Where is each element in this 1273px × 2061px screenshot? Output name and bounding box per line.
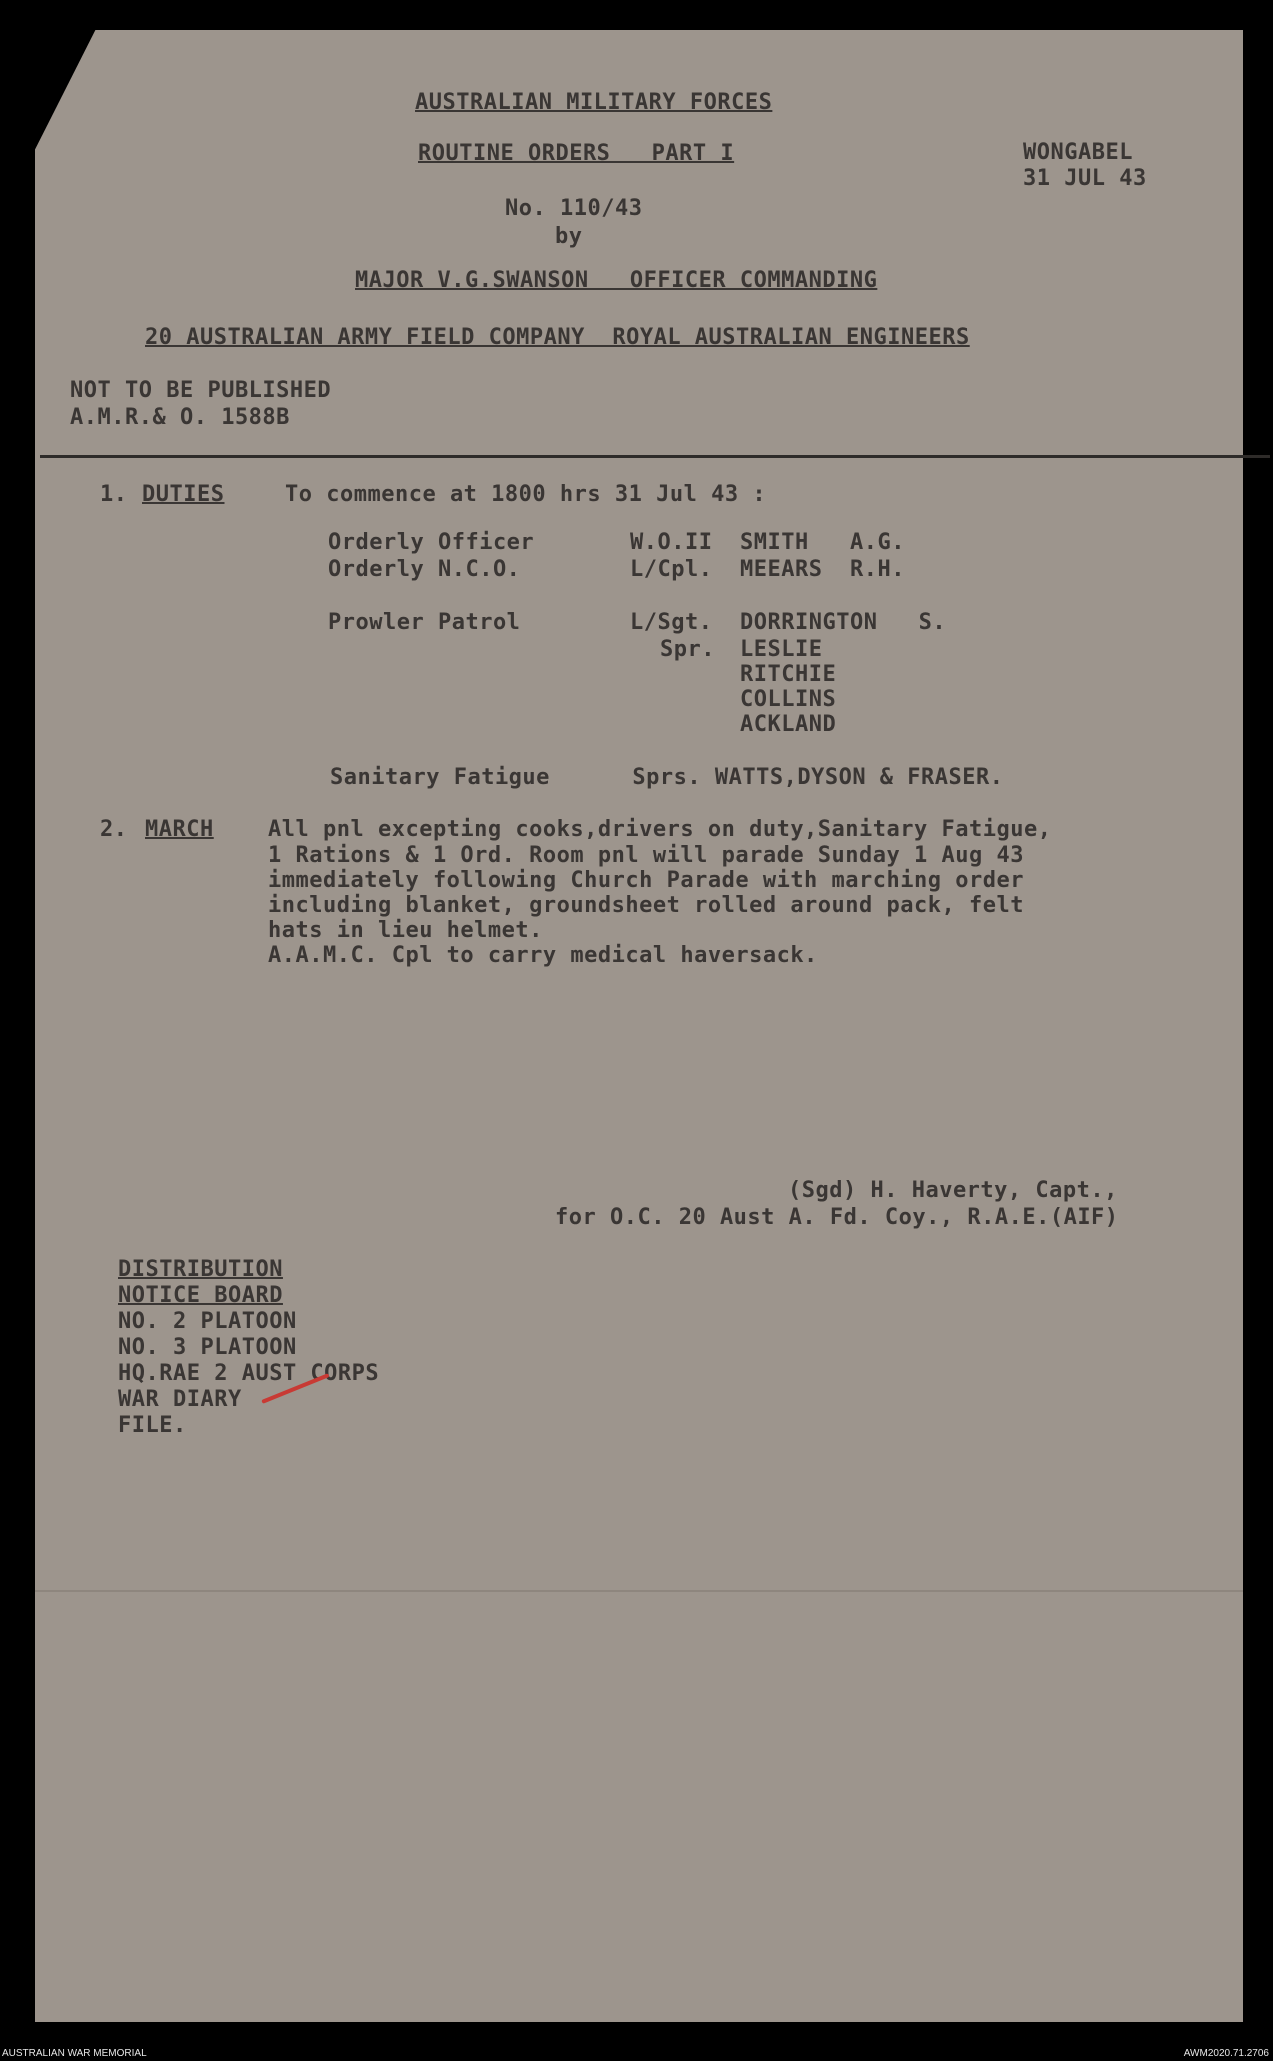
duty-name: RITCHIE — [740, 662, 837, 687]
duty-label: Orderly N.C.O. — [328, 557, 521, 582]
duty-rank: L/Cpl. — [630, 557, 713, 582]
section2-title: MARCH — [145, 817, 214, 842]
section2-line: A.A.M.C. Cpl to carry medical haversack. — [268, 943, 818, 968]
section2-line: including blanket, groundsheet rolled around pack, felt — [268, 893, 1024, 918]
section1-intro: To commence at 1800 hrs 31 Jul 43 : — [285, 482, 767, 507]
section1-number: 1. — [100, 482, 128, 507]
distribution-title: DISTRIBUTION — [118, 1257, 283, 1282]
restriction-line-2: A.M.R.& O. 1588B — [70, 405, 290, 430]
signature-unit: for O.C. 20 Aust A. Fd. Coy., R.A.E.(AIF) — [555, 1205, 1119, 1230]
header-by: by — [555, 224, 583, 249]
duty-name: MEEARS R.H. — [740, 557, 905, 582]
distribution-item: WAR DIARY — [118, 1387, 242, 1412]
duty-name: ACKLAND — [740, 712, 837, 737]
header-place: WONGABEL — [1023, 140, 1133, 165]
header-order-number: No. 110/43 — [505, 196, 643, 221]
section2-line: All pnl excepting cooks,drivers on duty,Sanitary Fatigue, — [268, 817, 1052, 842]
header-commander: MAJOR V.G.SWANSON OFFICER COMMANDING — [355, 268, 878, 293]
header-line-forces: AUSTRALIAN MILITARY FORCES — [415, 90, 773, 115]
sanitary-fatigue-line: Sanitary Fatigue Sprs. WATTS,DYSON & FRASER. — [330, 765, 1004, 790]
distribution-item: HQ.RAE 2 AUST CORPS — [118, 1361, 380, 1386]
distribution-item: FILE. — [118, 1413, 187, 1438]
signature-name: (Sgd) H. Haverty, Capt., — [788, 1178, 1118, 1203]
duty-name: LESLIE — [740, 637, 823, 662]
restriction-line-1: NOT TO BE PUBLISHED — [70, 378, 332, 403]
section2-number: 2. — [100, 817, 128, 842]
header-unit: 20 AUSTRALIAN ARMY FIELD COMPANY ROYAL AUSTRALIAN ENGINEERS — [145, 325, 970, 350]
duty-name: DORRINGTON S. — [740, 610, 947, 635]
distribution-item: NOTICE BOARD — [118, 1283, 283, 1308]
header-date: 31 JUL 43 — [1023, 166, 1147, 191]
duty-label: Orderly Officer — [328, 530, 535, 555]
duty-rank: Spr. — [660, 637, 715, 662]
horizontal-rule — [40, 455, 1270, 458]
section1-title: DUTIES — [142, 482, 225, 507]
section2-line: 1 Rations & 1 Ord. Room pnl will parade Sunday 1 Aug 43 — [268, 843, 1024, 868]
duty-label: Prowler Patrol — [328, 610, 521, 635]
duty-rank: L/Sgt. — [630, 610, 713, 635]
duty-rank: W.O.II — [630, 530, 713, 555]
distribution-item: NO. 2 PLATOON — [118, 1309, 297, 1334]
section2-line: immediately following Church Parade with marching order — [268, 868, 1024, 893]
duty-name: COLLINS — [740, 687, 837, 712]
footer-source: AUSTRALIAN WAR MEMORIAL — [2, 2048, 147, 2059]
duty-name: SMITH A.G. — [740, 530, 905, 555]
header-line-routine-orders: ROUTINE ORDERS PART I — [418, 141, 735, 166]
distribution-item: NO. 3 PLATOON — [118, 1335, 297, 1360]
footer-accession: AWM2020.71.2706 — [1183, 2048, 1269, 2059]
section2-line: hats in lieu helmet. — [268, 918, 543, 943]
